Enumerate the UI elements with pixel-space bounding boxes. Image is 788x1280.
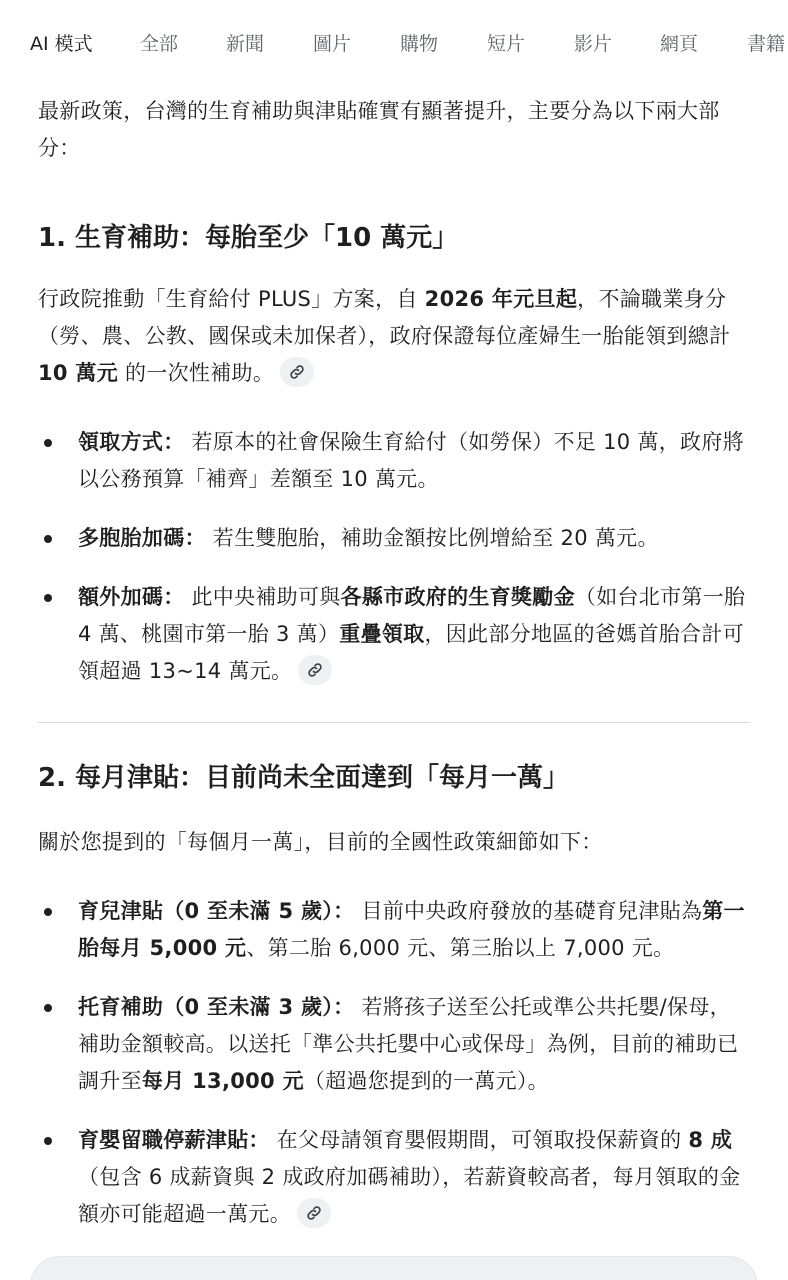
item-label: 多胞胎加碼： (78, 526, 206, 550)
item-label: 額外加碼： (78, 585, 185, 609)
bullet-list (38, 424, 750, 690)
section-title: 2. 每月津貼：目前尚未全面達到「每月一萬」 (38, 763, 570, 793)
section-monthly-allowance (38, 758, 750, 798)
bullet-icon (44, 594, 52, 602)
list-item (38, 579, 750, 690)
section1-list (38, 424, 750, 690)
tab-web[interactable]: 網頁 (660, 33, 699, 55)
bullet-icon (44, 1004, 52, 1012)
bold-span: 第一胎每月 5,000 元 (78, 899, 745, 960)
item-text: ，因此部分地區的爸媽首胎合計可領超過 13~14 萬元。 (78, 622, 744, 683)
text-span: 的一次性補助。 (118, 361, 275, 385)
item-text: 若將孩子送至公托或準公共托嬰/保母，補助金額較高。以送托「準公共托嬰中心或保母」為例，目前的補助已調升至 (78, 995, 739, 1093)
list-item (38, 520, 750, 557)
item-label: 托育補助（0 至未滿 3 歲）： (78, 995, 355, 1019)
intro-block (38, 93, 750, 167)
section-title: 1. 生育補助：每胎至少「10 萬元」 (38, 223, 459, 253)
list-item (38, 893, 750, 967)
bullet-icon (44, 535, 52, 543)
source-link-button[interactable] (297, 1198, 331, 1228)
tab-short-videos[interactable]: 短片 (487, 33, 526, 55)
follow-up-input-bar[interactable] (30, 1256, 758, 1280)
source-link-button[interactable] (298, 655, 332, 685)
section-birth-subsidy (38, 218, 750, 258)
bullet-icon (44, 908, 52, 916)
bold-span: 2026 年元旦起 (424, 287, 578, 311)
paragraph (38, 281, 750, 392)
intro-text: 最新政策，台灣的生育補助與津貼確實有顯著提升，主要分為以下兩大部分： (38, 99, 720, 160)
tab-images[interactable]: 圖片 (313, 33, 352, 55)
item-text: 、第二胎 6,000 元、第三胎以上 7,000 元。 (246, 936, 675, 960)
bold-span: 每月 13,000 元 (141, 1069, 304, 1093)
item-text: （超過您提到的一萬元）。 (303, 1069, 549, 1093)
tab-all[interactable]: 全部 (140, 33, 179, 55)
item-text: 若原本的社會保險生育給付（如勞保）不足 10 萬，政府將以公務預算「補齊」差額至 10 萬元。 (78, 430, 744, 491)
paragraph: 關於您提到的「每個月一萬」，目前的全國性政策細節如下： (38, 830, 603, 854)
tab-shopping[interactable]: 購物 (400, 33, 439, 55)
search-mode-tabs (0, 0, 788, 88)
bold-span: 各縣市政府的生育獎勵金 (340, 585, 575, 609)
tab-news[interactable]: 新聞 (226, 33, 265, 55)
item-text: 在父母請領育嬰假期間，可領取投保薪資的 (269, 1128, 689, 1152)
bullet-list (38, 893, 750, 1233)
item-text: （包含 6 成薪資與 2 成政府加碼補助），若薪資較高者，每月領取的金額亦可能超過一萬元。 (78, 1165, 741, 1226)
section1-paragraph (38, 281, 750, 392)
link-icon (288, 363, 306, 381)
link-icon (305, 1204, 323, 1222)
tab-books[interactable]: 書籍 (747, 33, 786, 55)
text-span: ，不論職業身分（勞、農、公教、國保或未加保者），政府保證每位產婦生一胎能領到總計 (38, 287, 731, 348)
item-text: 此中央補助可與 (184, 585, 341, 609)
bold-span: 重疊領取 (339, 622, 425, 646)
bold-span: 8 成 (688, 1128, 733, 1152)
tab-ai-mode[interactable]: AI 模式 (30, 33, 93, 55)
bold-span: 10 萬元 (38, 361, 119, 385)
item-label: 育嬰留職停薪津貼： (78, 1128, 270, 1152)
bullet-icon (44, 439, 52, 447)
list-item (38, 989, 750, 1100)
link-icon (306, 661, 324, 679)
item-label: 育兒津貼（0 至未滿 5 歲）： (78, 899, 355, 923)
section-divider (38, 722, 750, 723)
list-item (38, 1122, 750, 1233)
source-link-button[interactable] (280, 357, 314, 387)
tab-videos[interactable]: 影片 (574, 33, 613, 55)
list-item (38, 424, 750, 498)
bullet-icon (44, 1137, 52, 1145)
item-label: 領取方式： (78, 430, 185, 454)
section2-list (38, 893, 750, 1233)
item-text: 目前中央政府發放的基礎育兒津貼為 (354, 899, 703, 923)
item-text: 若生雙胞胎，補助金額按比例增給至 20 萬元。 (205, 526, 659, 550)
text-span: 行政院推動「生育給付 PLUS」方案，自 (38, 287, 425, 311)
section2-paragraph (38, 824, 750, 861)
item-text: （如台北市第一胎 4 萬、桃園市第一胎 3 萬） (78, 585, 746, 646)
